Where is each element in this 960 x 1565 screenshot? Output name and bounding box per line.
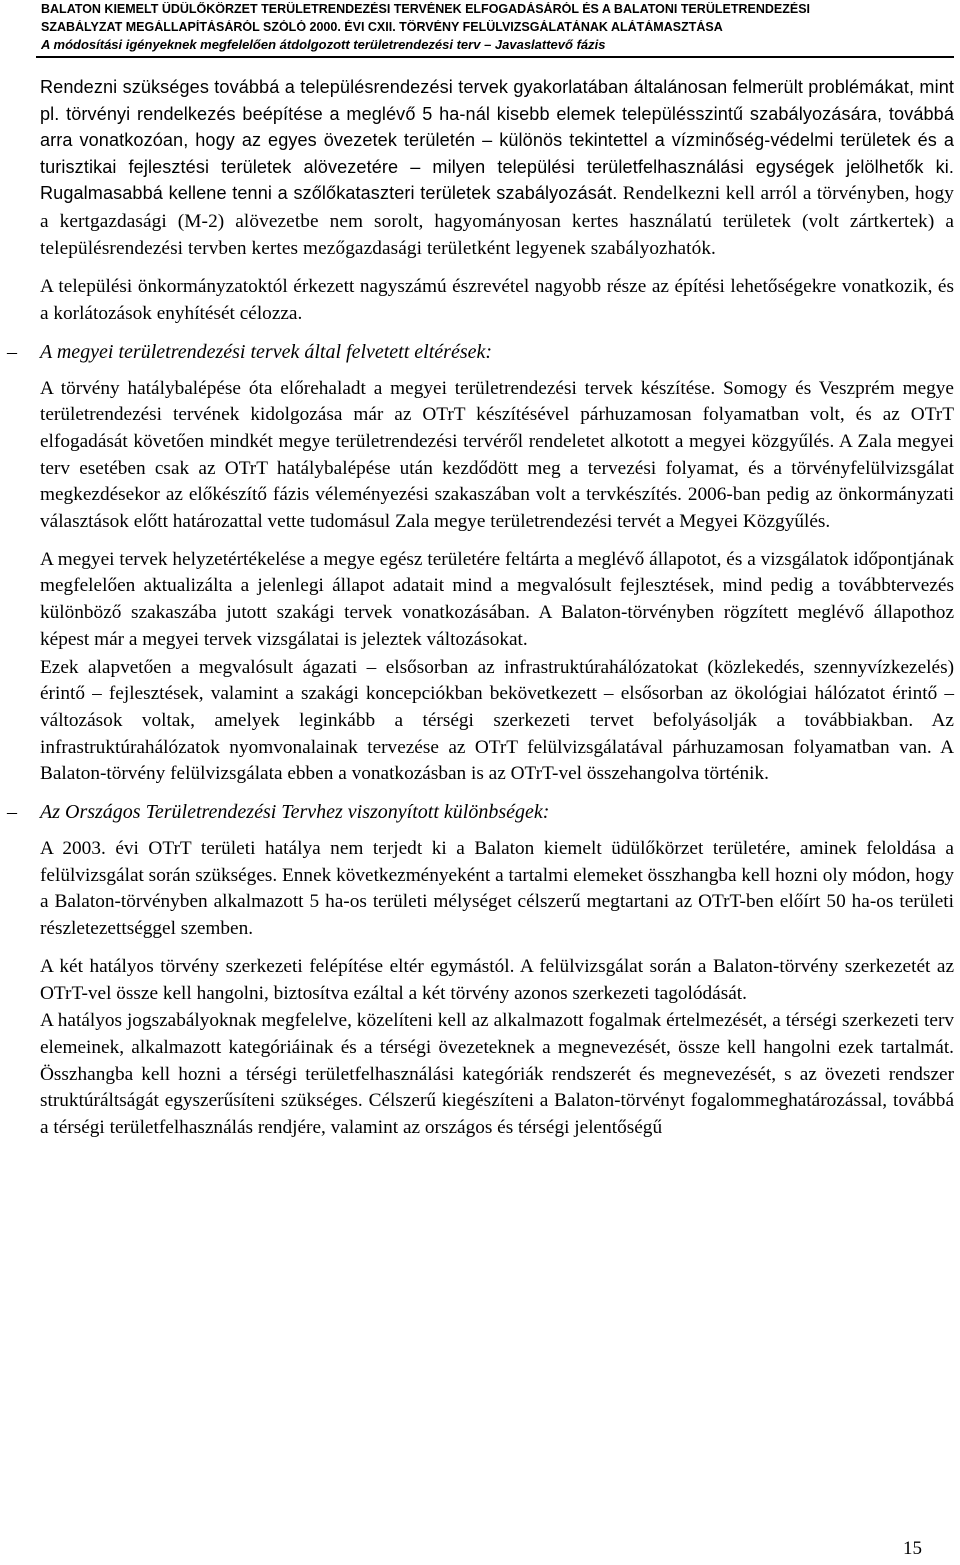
paragraph-1-part-b: Rendelkezni kell arról a törvényben, hogy a kertgazdasági (M-2) alövezetbe nem sorolt, hagyományosan kertes használatú területek (volt zártkertek) a településrendezési tervben kertes mezőgazdasági területként legyenek szabályozhatók. — [40, 183, 954, 260]
running-header — [0, 0, 960, 56]
paragraph-4: A megyei tervek helyzetértékelése a megye egész területére feltárta a meglévő állapotot, és a vizsgálatok időpontjának megfelelően aktualizálta a jelenlegi állapot adatait mind a megvalósult fejlesztések, mind pedig a továbbtervezés különböző szakaszába jutott szakági tervek vonatkozásában. A Balaton-törvényben rögzített meglévő állapothoz képest már a megyei tervek vizsgálatai is jeleztek változásokat. — [40, 548, 954, 650]
list-dash: – — [7, 340, 17, 363]
paragraph-3: A törvény hatálybalépése óta előrehaladt a megyei területrendezési tervek készítése. Somogy és Veszprém megye területrendezési tervének kidolgozása már az OTrT készítésével párhuzamosan folyamatban volt, és az OTrT elfogadását követően mindkét megye területrendezési tervéről rendeletet alkotott a megyei közgyűlés. A Zala megyei terv esetében csak az OTrT hatálybalépése után kezdődött meg a tervezési folyamat, és a törvényfelülvizsgálat megkezdésekor az előkészítő fázis véleményezési szakaszában volt a tervkészítés. 2006-ban pedig az önkormányzati választások előtt határozattal vette tudomásul Zala megye területrendezési tervét a Megyei Közgyűlés. — [40, 377, 954, 533]
paragraph-5: Ezek alapvetően a megvalósult ágazati – elsősorban az infrastruktúrahálózatokat (közlekedés, szennyvízkezelés) érintő – fejlesztések, valamint a szakági koncepciókban bekövetkezett – elsősorban az ökológiai hálózatot érintő – változások voltak, amelyek leginkább a térségi szerkezeti tervet befolyásolják a továbbiakban. Az infrastruktúrahálózatok nyomvonalainak tervezése az OTrT felülvizsgálatával párhuzamosan folyamatban van. A Balaton-törvény felülvizsgálata ebben a vonatkozásban is az OTrT-vel összehangolva történik. — [40, 656, 954, 785]
section-heading-text: Az Országos Területrendezési Tervhez viszonyított különbségek: — [40, 801, 550, 824]
header-line-3: A módosítási igényeknek megfelelően átdolgozott területrendezési terv – Javaslattevő fázis — [41, 38, 606, 52]
section-heading-national-plan — [7, 799, 954, 825]
header-line-2: SZABÁLYZAT MEGÁLLAPÍTÁSÁRÓL SZÓLÓ 2000. ÉVI CXII. TÖRVÉNY FELÜLVIZSGÁLATÁNAK ALÁTÁMASZTÁSA — [41, 20, 723, 34]
paragraph-6: A 2003. évi OTrT területi hatálya nem terjedt ki a Balaton kiemelt üdülőkörzet területére, aminek feloldása a felülvizsgálat során szükséges. Ennek következményeként a tartalmi elemeket összhangba kell hozni oly módon, hogy a Balaton-törvényben alkalmazott 5 ha-os területi mélységet célszerű megtartani az OTrT-ben előírt 50 ha-os területi részletezettséggel szemben. — [40, 838, 954, 940]
paragraph-7: A két hatályos törvény szerkezeti felépítése eltér egymástól. A felülvizsgálat során a Balaton-törvény szerkezetét az OTrT-vel össze kell hangolni, biztosítva ezáltal a két törvény azonos szerkezeti tagolódását. — [40, 955, 954, 1004]
section-heading-county-plans — [7, 339, 954, 365]
header-rule — [36, 56, 954, 58]
document-body — [7, 74, 954, 1142]
list-dash: – — [7, 801, 17, 824]
paragraph-2: A települési önkormányzatoktól érkezett nagyszámú észrevétel nagyobb része az építési lehetőségekre vonatkozik, és a korlátozások enyhítését célozza. — [40, 276, 954, 324]
paragraph-8: A hatályos jogszabályoknak megfelelve, közelíteni kell az alkalmazott fogalmak értelmezését, a térségi szerkezeti terv elemeinek, alkalmazott kategóriáinak és a térségi övezeteknek a megnevezését, össze kell hangolni ezek tartalmát. Összhangba kell hozni a térségi területfelhasználási kategóriák rendszerét és megnevezését, s az övezeti rendszer struktúráltságát egyszerűsíteni szükséges. Célszerű kiegészíteni a Balaton-törvényt fogalommeghatározással, továbbá a térségi területfelhasználás rendjére, valamint az országos és térségi jelentőségű — [40, 1010, 954, 1139]
header-line-1: BALATON KIEMELT ÜDÜLŐKÖRZET TERÜLETRENDEZÉSI TERVÉNEK ELFOGADÁSÁRÓL ÉS A BALATONI TERÜLETRENDEZÉSI — [41, 2, 811, 16]
paragraph-1-part-a: Rendezni szükséges továbbá a településrendezési tervek gyakorlatában általánosan felmerült problémákat, mint pl. törvényi rendelkezés beépítése a meglévő 5 ha-nál kisebb elemek településszintű szabályozására, továbbá arra vonatkozóan, hogy az egyes övezetek területén – különös tekintettel a vízminőség-védelmi területek és a turisztikai fejlesztési területek alövezetére – milyen települési területfelhasználási egységek jelölhetők ki. Rugalmasabbá kellene tenni a szőlőkataszteri területek szabályozását. — [40, 77, 954, 203]
page-number: 15 — [903, 1538, 922, 1559]
section-heading-text: A megyei területrendezési tervek által felvetett eltérések: — [40, 340, 493, 363]
paragraph-1 — [40, 74, 954, 263]
